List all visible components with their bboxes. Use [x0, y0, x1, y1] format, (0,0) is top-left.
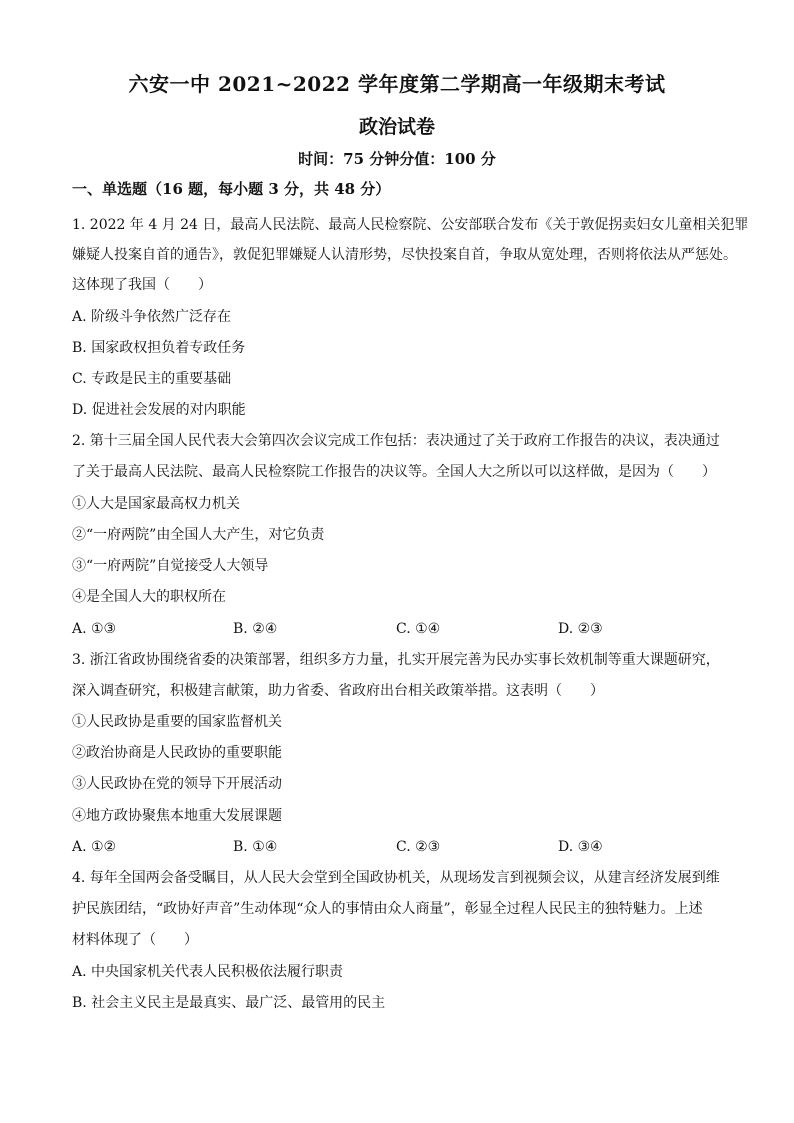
q2-option-a: A. ①③ — [72, 621, 117, 637]
q1-option-d: D. 促进社会发展的对内职能 — [72, 402, 246, 418]
exam-title: 六安一中 2021~2022 学年度第二学期高一年级期末考试 — [128, 72, 666, 96]
q2-item: ①人大是国家最高权力机关 — [72, 496, 240, 512]
exam-subtitle: 政治试卷 — [358, 116, 435, 138]
section-heading: 一、单选题（16 题，每小题 3 分，共 48 分） — [72, 180, 391, 198]
q1-option-b: B. 国家政权担负着专政任务 — [72, 340, 246, 356]
q3-item: ④地方政协聚焦本地重大发展课题 — [72, 808, 282, 824]
q3-option-c: C. ②③ — [396, 839, 441, 855]
q3-item: ③人民政协在党的领导下开展活动 — [72, 776, 282, 792]
q4-option-a: A. 中央国家机关代表人民积极依法履行职责 — [72, 964, 344, 980]
q2-line: 了关于最高人民法院、最高人民检察院工作报告的决议等。全国人大之所以可以这样做，是因为（ ） — [72, 464, 716, 480]
exam-meta: 时间：75 分钟分值：100 分 — [298, 150, 496, 168]
q3-item: ②政治协商是人民政协的重要职能 — [72, 745, 282, 761]
q2-item: ②“一府两院”由全国人大产生，对它负责 — [72, 527, 325, 543]
q1-line: 这体现了我国（ ） — [72, 277, 212, 293]
q1-line: 嫌疑人投案自首的通告》，敦促犯罪嫌疑人认清形势，尽快投案自首，争取从宽处理，否则将依法从严惩处。 — [72, 247, 737, 263]
q1-option-c: C. 专政是民主的重要基础 — [72, 371, 232, 387]
q4-line: 材料体现了（ ） — [72, 932, 198, 948]
q1-line: 1. 2022 年 4 月 24 日，最高人民法院、最高人民检察院、公安部联合发布《关于敦促拐卖妇女儿童相关犯罪 — [72, 217, 749, 233]
q2-option-c: C. ①④ — [396, 621, 441, 637]
q4-line: 4. 每年全国两会备受瞩目，从人民大会堂到全国政协机关，从现场发言到视频会议，从建言经济发展到维 — [72, 870, 720, 886]
q2-item: ③“一府两院”自觉接受人大领导 — [72, 558, 269, 574]
q3-line: 深入调查研究，积极建言献策，助力省委、省政府出台相关政策举措。这表明（ ） — [72, 683, 604, 699]
q2-line: 2. 第十三届全国人民代表大会第四次会议完成工作包括：表决通过了关于政府工作报告的决议，表决通过 — [72, 433, 720, 449]
q4-option-b: B. 社会主义民主是最真实、最广泛、最管用的民主 — [72, 995, 386, 1011]
q4-line: 护民族团结，“政协好声音”生动体现“众人的事情由众人商量”，彰显全过程人民民主的独特魅力。上述 — [72, 901, 703, 917]
q3-option-d: D. ③④ — [558, 839, 603, 855]
q1-option-a: A. 阶级斗争依然广泛存在 — [72, 309, 232, 325]
q2-option-b: B. ②④ — [233, 621, 278, 637]
q3-item: ①人民政协是重要的国家监督机关 — [72, 714, 282, 730]
q3-option-a: A. ①② — [72, 839, 117, 855]
q2-option-d: D. ②③ — [558, 621, 603, 637]
q2-item: ④是全国人大的职权所在 — [72, 589, 226, 605]
q3-option-b: B. ①④ — [233, 839, 278, 855]
q3-line: 3. 浙江省政协围绕省委的决策部署，组织多方力量，扎实开展完善为民办实事长效机制等重大课题研究， — [72, 652, 720, 668]
